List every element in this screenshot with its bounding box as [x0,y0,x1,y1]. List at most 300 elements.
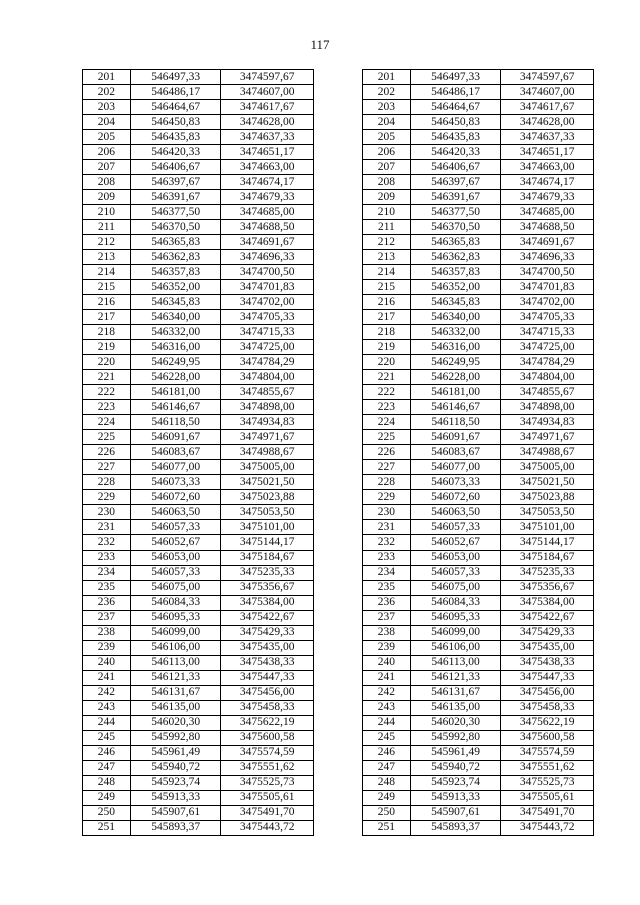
table-row [83,235,594,250]
table-row [83,310,594,325]
table-gap-cell [314,130,363,145]
right-x-coordinate-cell: 546377,50 [410,205,501,220]
table-gap-cell [314,145,363,160]
left-point-number-cell: 219 [83,340,131,355]
table-gap-cell [314,220,363,235]
table-row [83,100,594,115]
right-y-coordinate-cell: 3475005,00 [501,460,594,475]
right-y-coordinate-cell: 3474597,67 [501,70,594,85]
table-row [83,340,594,355]
left-y-coordinate-cell: 3475023,88 [221,490,314,505]
left-point-number-cell: 228 [83,475,131,490]
right-point-number-cell: 223 [362,400,410,415]
right-x-coordinate-cell: 545907,61 [410,805,501,820]
table-row [83,205,594,220]
table-gap-cell [314,310,363,325]
table-gap-cell [314,535,363,550]
table-gap-cell [314,700,363,715]
right-point-number-cell: 225 [362,430,410,445]
right-y-coordinate-cell: 3474637,33 [501,130,594,145]
right-y-coordinate-cell: 3475443,72 [501,820,594,835]
left-point-number-cell: 246 [83,745,131,760]
right-point-number-cell: 222 [362,385,410,400]
left-point-number-cell: 213 [83,250,131,265]
right-x-coordinate-cell: 546131,67 [410,685,501,700]
right-x-coordinate-cell: 546135,00 [410,700,501,715]
left-y-coordinate-cell: 3475429,33 [221,625,314,640]
left-y-coordinate-cell: 3474696,33 [221,250,314,265]
left-x-coordinate-cell: 546345,83 [130,295,221,310]
left-point-number-cell: 234 [83,565,131,580]
left-x-coordinate-cell: 546357,83 [130,265,221,280]
right-x-coordinate-cell: 545940,72 [410,760,501,775]
table-row [83,175,594,190]
right-point-number-cell: 220 [362,355,410,370]
table-gap-cell [314,400,363,415]
right-y-coordinate-cell: 3474700,50 [501,265,594,280]
left-y-coordinate-cell: 3475447,33 [221,670,314,685]
right-x-coordinate-cell: 546053,00 [410,550,501,565]
table-gap-cell [314,85,363,100]
table-gap-cell [314,325,363,340]
right-point-number-cell: 216 [362,295,410,310]
left-y-coordinate-cell: 3475505,61 [221,790,314,805]
table-row [83,820,594,835]
left-x-coordinate-cell: 545992,80 [130,730,221,745]
left-point-number-cell: 222 [83,385,131,400]
right-x-coordinate-cell: 546063,50 [410,505,501,520]
right-point-number-cell: 233 [362,550,410,565]
table-gap-cell [314,385,363,400]
table-gap-cell [314,685,363,700]
right-y-coordinate-cell: 3474701,83 [501,280,594,295]
left-point-number-cell: 204 [83,115,131,130]
right-y-coordinate-cell: 3474691,67 [501,235,594,250]
table-row [83,385,594,400]
left-y-coordinate-cell: 3474804,00 [221,370,314,385]
table-row [83,265,594,280]
left-y-coordinate-cell: 3474628,00 [221,115,314,130]
right-x-coordinate-cell: 546316,00 [410,340,501,355]
right-point-number-cell: 226 [362,445,410,460]
left-x-coordinate-cell: 546370,50 [130,220,221,235]
right-y-coordinate-cell: 3474663,00 [501,160,594,175]
table-row [83,460,594,475]
left-x-coordinate-cell: 546106,00 [130,640,221,655]
left-x-coordinate-cell: 546020,30 [130,715,221,730]
left-point-number-cell: 205 [83,130,131,145]
left-x-coordinate-cell: 545893,37 [130,820,221,835]
table-row [83,640,594,655]
left-point-number-cell: 216 [83,295,131,310]
right-y-coordinate-cell: 3474855,67 [501,385,594,400]
table-gap-cell [314,295,363,310]
table-gap-cell [314,265,363,280]
left-x-coordinate-cell: 545907,61 [130,805,221,820]
coordinates-table-body [83,70,594,836]
left-point-number-cell: 209 [83,190,131,205]
right-x-coordinate-cell: 546113,00 [410,655,501,670]
left-point-number-cell: 221 [83,370,131,385]
left-point-number-cell: 240 [83,655,131,670]
table-row [83,130,594,145]
left-x-coordinate-cell: 546063,50 [130,505,221,520]
table-row [83,505,594,520]
left-point-number-cell: 229 [83,490,131,505]
right-y-coordinate-cell: 3475235,33 [501,565,594,580]
right-x-coordinate-cell: 546181,00 [410,385,501,400]
right-x-coordinate-cell: 546073,33 [410,475,501,490]
right-y-coordinate-cell: 3474784,29 [501,355,594,370]
right-x-coordinate-cell: 546077,00 [410,460,501,475]
left-point-number-cell: 235 [83,580,131,595]
right-y-coordinate-cell: 3474679,33 [501,190,594,205]
right-x-coordinate-cell: 545913,33 [410,790,501,805]
right-x-coordinate-cell: 546075,00 [410,580,501,595]
table-row [83,250,594,265]
right-y-coordinate-cell: 3474804,00 [501,370,594,385]
right-y-coordinate-cell: 3474607,00 [501,85,594,100]
right-point-number-cell: 210 [362,205,410,220]
right-point-number-cell: 247 [362,760,410,775]
right-y-coordinate-cell: 3474674,17 [501,175,594,190]
right-x-coordinate-cell: 546365,83 [410,235,501,250]
right-x-coordinate-cell: 546249,95 [410,355,501,370]
right-point-number-cell: 242 [362,685,410,700]
left-y-coordinate-cell: 3475435,00 [221,640,314,655]
left-x-coordinate-cell: 546362,83 [130,250,221,265]
left-x-coordinate-cell: 546464,67 [130,100,221,115]
table-row [83,400,594,415]
right-point-number-cell: 250 [362,805,410,820]
table-gap-cell [314,280,363,295]
left-x-coordinate-cell: 546084,33 [130,595,221,610]
table-gap-cell [314,520,363,535]
right-y-coordinate-cell: 3474725,00 [501,340,594,355]
table-row [83,220,594,235]
left-point-number-cell: 210 [83,205,131,220]
left-x-coordinate-cell: 546099,00 [130,625,221,640]
left-point-number-cell: 227 [83,460,131,475]
right-y-coordinate-cell: 3475600,58 [501,730,594,745]
table-row [83,685,594,700]
right-x-coordinate-cell: 546486,17 [410,85,501,100]
table-row [83,565,594,580]
right-point-number-cell: 202 [362,85,410,100]
right-x-coordinate-cell: 546091,67 [410,430,501,445]
right-point-number-cell: 232 [362,535,410,550]
right-y-coordinate-cell: 3474715,33 [501,325,594,340]
left-y-coordinate-cell: 3475184,67 [221,550,314,565]
right-point-number-cell: 239 [362,640,410,655]
table-row [83,655,594,670]
table-gap-cell [314,370,363,385]
left-y-coordinate-cell: 3474617,67 [221,100,314,115]
table-row [83,715,594,730]
left-y-coordinate-cell: 3474702,00 [221,295,314,310]
right-point-number-cell: 227 [362,460,410,475]
table-gap-cell [314,790,363,805]
left-point-number-cell: 212 [83,235,131,250]
right-point-number-cell: 217 [362,310,410,325]
table-gap-cell [314,670,363,685]
right-point-number-cell: 228 [362,475,410,490]
right-y-coordinate-cell: 3475184,67 [501,550,594,565]
right-x-coordinate-cell: 546420,33 [410,145,501,160]
table-row [83,610,594,625]
left-y-coordinate-cell: 3474971,67 [221,430,314,445]
left-point-number-cell: 211 [83,220,131,235]
left-point-number-cell: 250 [83,805,131,820]
right-y-coordinate-cell: 3474696,33 [501,250,594,265]
right-point-number-cell: 243 [362,700,410,715]
right-point-number-cell: 213 [362,250,410,265]
right-point-number-cell: 246 [362,745,410,760]
left-x-coordinate-cell: 546052,67 [130,535,221,550]
left-y-coordinate-cell: 3474607,00 [221,85,314,100]
right-y-coordinate-cell: 3475356,67 [501,580,594,595]
right-y-coordinate-cell: 3475435,00 [501,640,594,655]
right-point-number-cell: 230 [362,505,410,520]
right-point-number-cell: 212 [362,235,410,250]
left-y-coordinate-cell: 3475622,19 [221,715,314,730]
right-y-coordinate-cell: 3474898,00 [501,400,594,415]
right-point-number-cell: 205 [362,130,410,145]
left-x-coordinate-cell: 546053,00 [130,550,221,565]
right-y-coordinate-cell: 3474651,17 [501,145,594,160]
left-point-number-cell: 243 [83,700,131,715]
right-point-number-cell: 215 [362,280,410,295]
left-x-coordinate-cell: 546228,00 [130,370,221,385]
left-point-number-cell: 251 [83,820,131,835]
left-y-coordinate-cell: 3474651,17 [221,145,314,160]
left-point-number-cell: 239 [83,640,131,655]
table-gap-cell [314,445,363,460]
table-row [83,415,594,430]
left-x-coordinate-cell: 546352,00 [130,280,221,295]
table-gap-cell [314,730,363,745]
table-gap-cell [314,505,363,520]
left-x-coordinate-cell: 546057,33 [130,565,221,580]
table-row [83,730,594,745]
right-y-coordinate-cell: 3474688,50 [501,220,594,235]
right-point-number-cell: 208 [362,175,410,190]
left-x-coordinate-cell: 546118,50 [130,415,221,430]
right-point-number-cell: 234 [362,565,410,580]
left-point-number-cell: 244 [83,715,131,730]
table-row [83,790,594,805]
right-y-coordinate-cell: 3474617,67 [501,100,594,115]
right-x-coordinate-cell: 546345,83 [410,295,501,310]
left-y-coordinate-cell: 3475005,00 [221,460,314,475]
left-y-coordinate-cell: 3474988,67 [221,445,314,460]
left-point-number-cell: 241 [83,670,131,685]
right-x-coordinate-cell: 546497,33 [410,70,501,85]
right-x-coordinate-cell: 546095,33 [410,610,501,625]
left-point-number-cell: 226 [83,445,131,460]
right-y-coordinate-cell: 3475384,00 [501,595,594,610]
table-gap-cell [314,625,363,640]
left-y-coordinate-cell: 3475438,33 [221,655,314,670]
right-x-coordinate-cell: 546228,00 [410,370,501,385]
table-gap-cell [314,550,363,565]
left-y-coordinate-cell: 3474701,83 [221,280,314,295]
left-x-coordinate-cell: 546397,67 [130,175,221,190]
left-x-coordinate-cell: 546340,00 [130,310,221,325]
right-y-coordinate-cell: 3475525,73 [501,775,594,790]
right-y-coordinate-cell: 3474934,83 [501,415,594,430]
table-gap-cell [314,430,363,445]
table-row [83,115,594,130]
table-gap-cell [314,580,363,595]
left-y-coordinate-cell: 3474855,67 [221,385,314,400]
table-row [83,625,594,640]
right-y-coordinate-cell: 3475144,17 [501,535,594,550]
left-x-coordinate-cell: 545913,33 [130,790,221,805]
right-y-coordinate-cell: 3474702,00 [501,295,594,310]
table-gap-cell [314,175,363,190]
right-x-coordinate-cell: 546121,33 [410,670,501,685]
table-row [83,370,594,385]
left-point-number-cell: 247 [83,760,131,775]
left-point-number-cell: 208 [83,175,131,190]
right-x-coordinate-cell: 545893,37 [410,820,501,835]
table-row [83,355,594,370]
right-x-coordinate-cell: 546352,00 [410,280,501,295]
right-x-coordinate-cell: 546020,30 [410,715,501,730]
table-gap-cell [314,340,363,355]
right-y-coordinate-cell: 3475622,19 [501,715,594,730]
table-gap-cell [314,100,363,115]
right-x-coordinate-cell: 546406,67 [410,160,501,175]
right-point-number-cell: 219 [362,340,410,355]
left-y-coordinate-cell: 3475443,72 [221,820,314,835]
right-x-coordinate-cell: 546057,33 [410,520,501,535]
left-x-coordinate-cell: 546072,60 [130,490,221,505]
table-gap-cell [314,610,363,625]
right-point-number-cell: 237 [362,610,410,625]
right-point-number-cell: 211 [362,220,410,235]
table-gap-cell [314,490,363,505]
left-x-coordinate-cell: 546146,67 [130,400,221,415]
right-x-coordinate-cell: 546340,00 [410,310,501,325]
right-x-coordinate-cell: 545961,49 [410,745,501,760]
left-y-coordinate-cell: 3474705,33 [221,310,314,325]
left-point-number-cell: 249 [83,790,131,805]
right-x-coordinate-cell: 546106,00 [410,640,501,655]
right-x-coordinate-cell: 545992,80 [410,730,501,745]
left-point-number-cell: 217 [83,310,131,325]
right-point-number-cell: 221 [362,370,410,385]
table-row [83,745,594,760]
table-row [83,760,594,775]
right-x-coordinate-cell: 546146,67 [410,400,501,415]
table-gap-cell [314,655,363,670]
left-point-number-cell: 232 [83,535,131,550]
right-y-coordinate-cell: 3475101,00 [501,520,594,535]
left-point-number-cell: 245 [83,730,131,745]
table-row [83,145,594,160]
right-y-coordinate-cell: 3474628,00 [501,115,594,130]
left-point-number-cell: 215 [83,280,131,295]
left-x-coordinate-cell: 546135,00 [130,700,221,715]
left-y-coordinate-cell: 3475525,73 [221,775,314,790]
left-point-number-cell: 225 [83,430,131,445]
left-x-coordinate-cell: 546083,67 [130,445,221,460]
table-row [83,670,594,685]
left-x-coordinate-cell: 546497,33 [130,70,221,85]
right-y-coordinate-cell: 3475447,33 [501,670,594,685]
right-y-coordinate-cell: 3475551,62 [501,760,594,775]
right-point-number-cell: 231 [362,520,410,535]
left-point-number-cell: 207 [83,160,131,175]
left-y-coordinate-cell: 3475491,70 [221,805,314,820]
left-x-coordinate-cell: 546450,83 [130,115,221,130]
table-gap-cell [314,415,363,430]
left-point-number-cell: 206 [83,145,131,160]
right-x-coordinate-cell: 546118,50 [410,415,501,430]
table-row [83,520,594,535]
left-x-coordinate-cell: 546113,00 [130,655,221,670]
left-x-coordinate-cell: 546075,00 [130,580,221,595]
right-point-number-cell: 207 [362,160,410,175]
table-row [83,775,594,790]
right-point-number-cell: 203 [362,100,410,115]
left-y-coordinate-cell: 3474725,00 [221,340,314,355]
right-point-number-cell: 248 [362,775,410,790]
left-point-number-cell: 223 [83,400,131,415]
left-y-coordinate-cell: 3474898,00 [221,400,314,415]
right-x-coordinate-cell: 546083,67 [410,445,501,460]
table-gap-cell [314,640,363,655]
left-point-number-cell: 220 [83,355,131,370]
table-row [83,700,594,715]
left-x-coordinate-cell: 546073,33 [130,475,221,490]
right-y-coordinate-cell: 3475574,59 [501,745,594,760]
right-x-coordinate-cell: 546357,83 [410,265,501,280]
table-gap-cell [314,235,363,250]
table-gap-cell [314,205,363,220]
right-x-coordinate-cell: 546370,50 [410,220,501,235]
right-point-number-cell: 251 [362,820,410,835]
left-x-coordinate-cell: 546077,00 [130,460,221,475]
table-row [83,295,594,310]
left-y-coordinate-cell: 3475101,00 [221,520,314,535]
right-point-number-cell: 229 [362,490,410,505]
left-y-coordinate-cell: 3474784,29 [221,355,314,370]
right-x-coordinate-cell: 546397,67 [410,175,501,190]
left-x-coordinate-cell: 546181,00 [130,385,221,400]
left-y-coordinate-cell: 3475235,33 [221,565,314,580]
left-point-number-cell: 214 [83,265,131,280]
table-gap-cell [314,745,363,760]
right-x-coordinate-cell: 545923,74 [410,775,501,790]
right-point-number-cell: 240 [362,655,410,670]
left-y-coordinate-cell: 3475356,67 [221,580,314,595]
table-row [83,430,594,445]
left-x-coordinate-cell: 546121,33 [130,670,221,685]
left-y-coordinate-cell: 3475021,50 [221,475,314,490]
left-y-coordinate-cell: 3475600,58 [221,730,314,745]
coordinates-table [82,69,594,836]
table-row [83,580,594,595]
left-point-number-cell: 237 [83,610,131,625]
left-y-coordinate-cell: 3474674,17 [221,175,314,190]
left-y-coordinate-cell: 3475458,33 [221,700,314,715]
right-point-number-cell: 245 [362,730,410,745]
left-y-coordinate-cell: 3474934,83 [221,415,314,430]
right-x-coordinate-cell: 546450,83 [410,115,501,130]
